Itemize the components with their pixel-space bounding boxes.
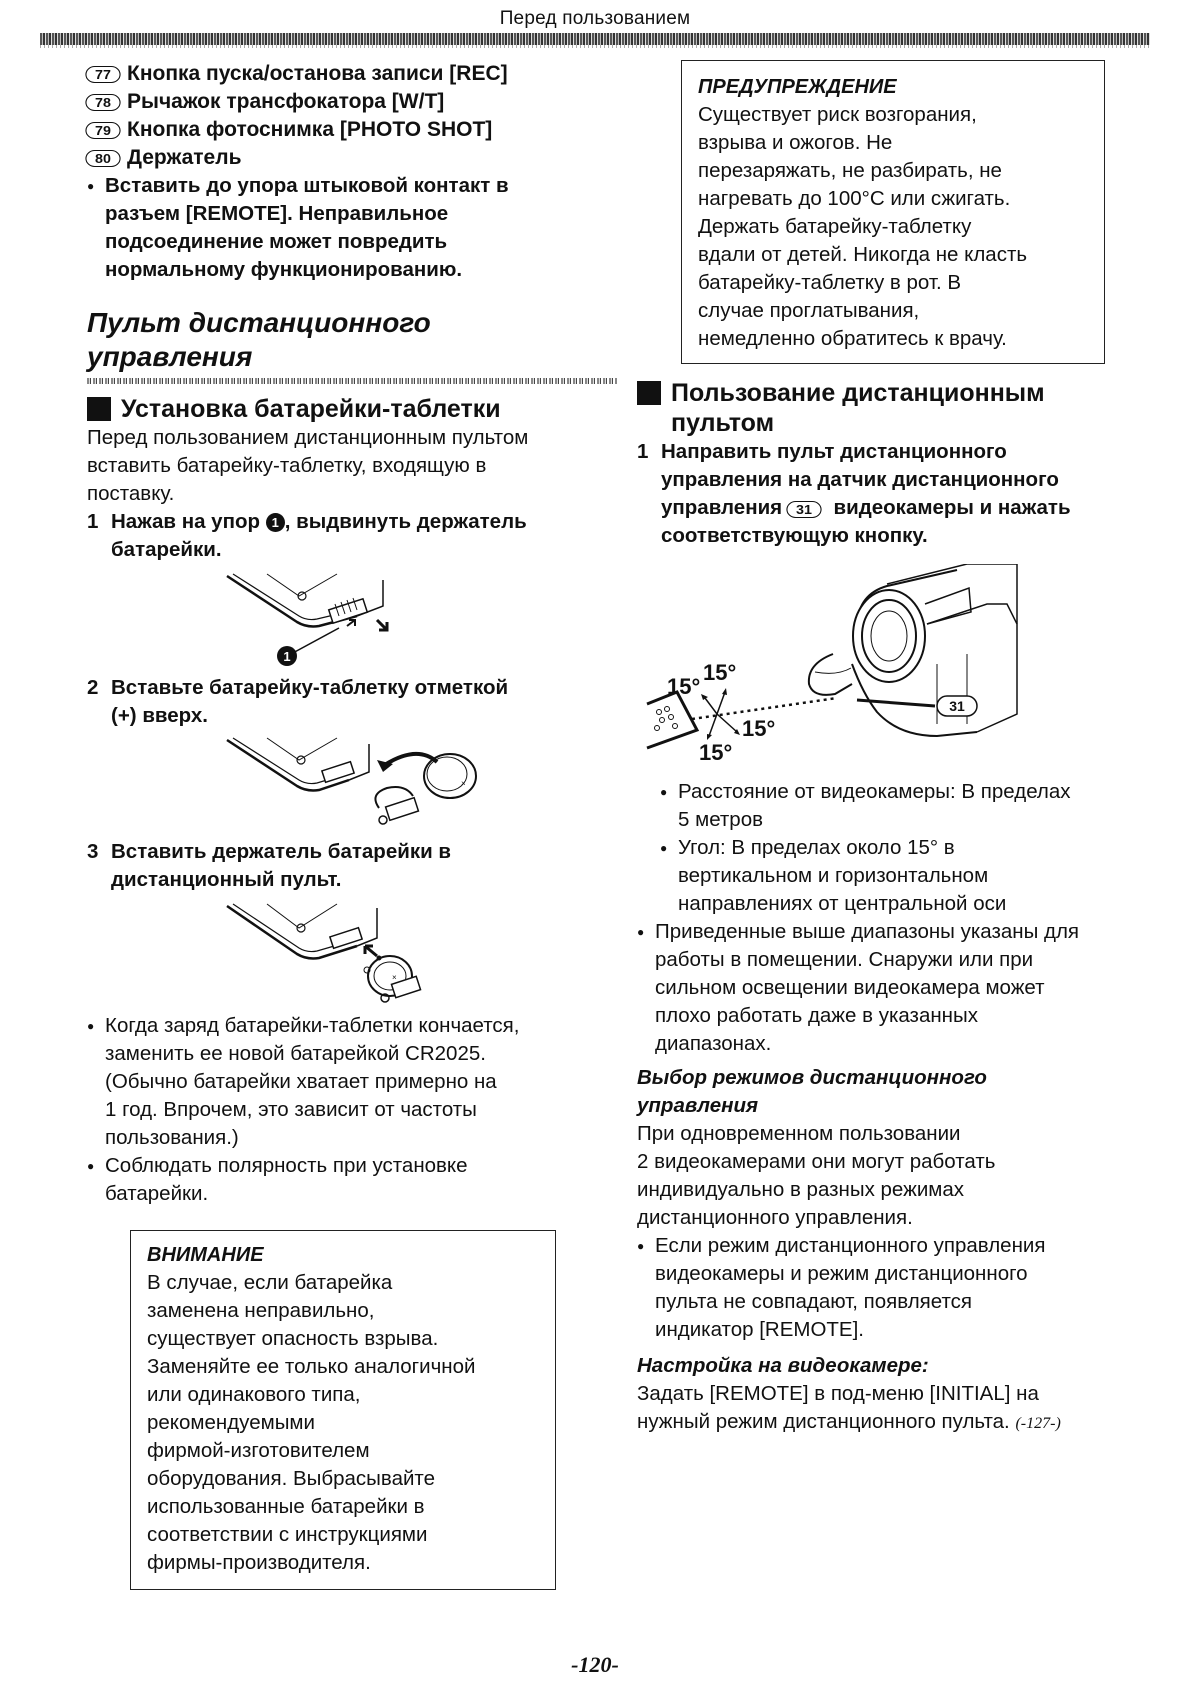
page-number: -120- xyxy=(571,1652,619,1677)
ref-badge: 80 xyxy=(85,150,120,167)
part-item: 80 Держатель xyxy=(87,144,617,172)
section-title: Пульт дистанционного управления xyxy=(87,307,431,372)
part-item: 78 Рычажок трансфокатора [W/T] xyxy=(87,88,617,116)
square-marker-icon xyxy=(87,397,111,421)
step-2: 2 Вставьте батарейку-таблетку отметкой (+) вверх. xyxy=(87,676,509,727)
battery-notes xyxy=(87,1012,617,1208)
parts-list xyxy=(87,60,617,172)
battery-insert-illustration xyxy=(87,736,617,832)
remote-holder-icon xyxy=(87,570,617,668)
remote-release-illustration xyxy=(87,570,617,668)
svg-text:1: 1 xyxy=(283,649,291,664)
angle-bullet: ● Угол: В пределах около 15° в вертикальном и горизонтальном направлениях от центральной оси xyxy=(660,834,1157,918)
camera-remote-illustration xyxy=(637,564,1157,774)
modes-intro: При одновременном пользовании 2 видеокамерами они могут работать индивидуально в разных режимах дистанционного управления. xyxy=(637,1122,996,1229)
battery-intro: Перед пользованием дистанционным пультом вставить батарейку-таблетку, входящую в поставку. xyxy=(87,426,529,505)
distance-bullet: ● Расстояние от видеокамеры: В пределах 5 метров xyxy=(660,778,1157,834)
ref-badge: 77 xyxy=(85,66,120,83)
battery-holder-icon xyxy=(87,900,617,1006)
note-replace: ● Когда заряд батарейки-таблетки кончается, заменить ее новой батарейкой CR2025. (Обычно батарейки хватает примерно на 1 год. Впрочем, это зависит от частоты пользования.) xyxy=(87,1012,617,1152)
modes-title: Выбор режимов дистанционного управления xyxy=(637,1066,987,1117)
part-item: 79 Кнопка фотоснимка [PHOTO SHOT] xyxy=(87,116,617,144)
running-header: Перед пользованием xyxy=(499,8,691,29)
caution-box: ВНИМАНИЕ В случае, если батарейка заменена неправильно, существует опасность взрыва. Заменяйте ее только аналогичной или одинакового типа, рекомендуемыми фирмой-изготовителем оборудования. Выбрасывайте использованные батарейки в соответствии с инструкциями фирмы-производителя. xyxy=(130,1230,556,1590)
modes-bullet: ● Если режим дистанционного управления видеокамеры и режим дистанционного пульта не совпадают, появляется индикатор [REMOTE]. xyxy=(637,1232,1157,1344)
warning-box: ПРЕДУПРЕЖДЕНИЕ Существует риск возгорания, взрыва и ожогов. Не перезаряжать, не разбирать, не нагревать до 100°C или сжигать. Держать батарейку-таблетку вдали от детей. Никогда не класть батарейку-таблетку в рот. В случае проглатывания, немедленно обратитесь к врачу. xyxy=(681,60,1105,364)
page-xref-link[interactable]: (-127-) xyxy=(1015,1415,1061,1432)
connect-note: ● Вставить до упора штыковой контакт в разъем [REMOTE]. Неправильное подсоединение может повредить нормальному функционированию. xyxy=(87,172,617,284)
step-marker-icon: 1 xyxy=(266,513,285,532)
svg-text:15°: 15° xyxy=(703,660,737,685)
camcorder-icon xyxy=(637,564,1157,774)
svg-text:15°: 15° xyxy=(699,740,733,765)
part-item: 77 Кнопка пуска/останова записи [REC] xyxy=(87,60,617,88)
section-rule xyxy=(87,378,617,384)
svg-text:×: × xyxy=(392,973,397,982)
ref-badge: 78 xyxy=(85,94,120,111)
usage-step-1: 1 Направить пульт дистанционного управления на датчик дистанционного управления 31 видеокамеры и нажать соответствующую кнопку. xyxy=(637,440,1071,547)
range-note: ● Приведенные выше диапазоны указаны для работы в помещении. Снаружи или при сильном освещении видеокамера может плохо работать даже в указанных диапазонах. xyxy=(637,918,1157,1058)
camera-setting-text: Задать [REMOTE] в под-меню [INITIAL] на нужный режим дистанционного пульта. (-127-) xyxy=(637,1382,1061,1433)
usage-heading: Пользование дистанционным пультом xyxy=(637,378,1157,438)
svg-text:15°: 15° xyxy=(742,716,776,741)
ref-badge: 31 xyxy=(786,501,821,518)
svg-text:15°: 15° xyxy=(667,674,701,699)
caution-title: ВНИМАНИЕ xyxy=(147,1244,264,1266)
range-bullets xyxy=(660,778,1157,918)
square-marker-icon xyxy=(637,381,661,405)
coin-battery-icon xyxy=(87,736,617,832)
camera-setting-title: Настройка на видеокамере: xyxy=(637,1354,929,1377)
step-3: 3 Вставить держатель батарейки в дистанционный пульт. xyxy=(87,840,451,891)
warning-title: ПРЕДУПРЕЖДЕНИЕ xyxy=(698,76,897,98)
ref-badge: 79 xyxy=(85,122,120,139)
header-rule xyxy=(40,33,1150,45)
note-polarity: ● Соблюдать полярность при установке батарейки. xyxy=(87,1152,617,1208)
right-column xyxy=(637,60,1157,1438)
svg-text:31: 31 xyxy=(949,698,965,714)
holder-insert-illustration xyxy=(87,900,617,1006)
svg-text:×: × xyxy=(461,779,466,788)
step-1: 1 Нажав на упор 1 , выдвинуть держатель батарейки. xyxy=(87,510,527,561)
battery-heading: Установка батарейки-таблетки xyxy=(87,394,617,424)
left-column xyxy=(87,60,617,1590)
